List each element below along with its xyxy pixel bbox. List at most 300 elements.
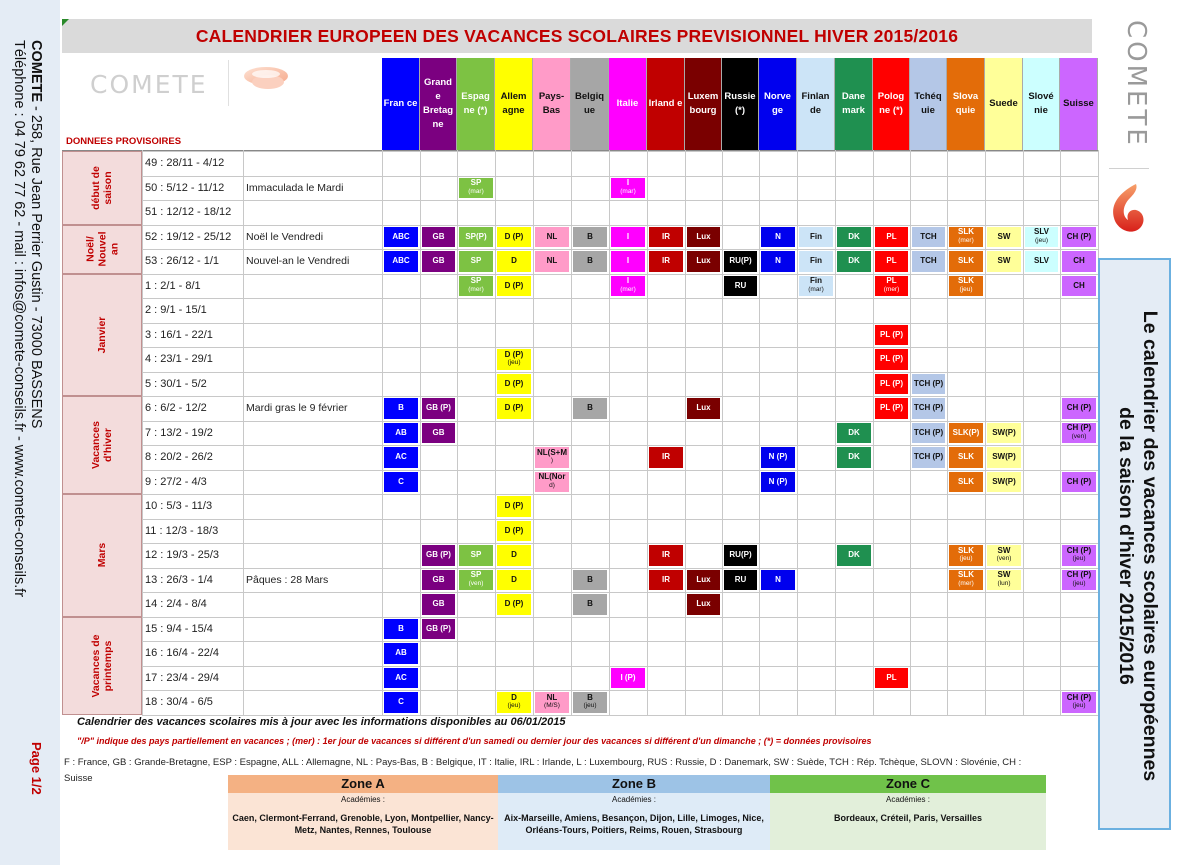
holiday-code	[583, 694, 596, 711]
holiday-code	[958, 257, 974, 266]
period-label: Vacances de printemps	[90, 633, 114, 698]
column-divider	[609, 150, 610, 715]
holiday-code-main: RU	[734, 280, 747, 290]
holiday-code	[395, 649, 407, 658]
header-logo	[90, 58, 300, 108]
update-note: Calendrier des vacances scolaires mis à jour avec les informations disponibles au 06/01/2015	[77, 716, 566, 728]
side-title-line2: de la saison d'hiver 2015/2016	[1115, 407, 1137, 685]
holiday-cell	[611, 251, 645, 272]
holiday-code-main: CH (P)	[1066, 231, 1092, 241]
holiday-code-note: d)	[549, 481, 555, 489]
holiday-code-main: TCH (P)	[913, 403, 944, 412]
page-title: CALENDRIER EUROPEEN DES VACANCES SCOLAIRES PREVISIONNEL HIVER 2015/2016	[195, 26, 959, 46]
holiday-code-main: TCH (P)	[913, 378, 944, 388]
holiday-code	[880, 380, 903, 389]
holiday-code	[696, 257, 710, 266]
holiday-cell	[949, 423, 983, 444]
holiday-cell	[422, 227, 455, 248]
holiday-code-main: D (P)	[504, 231, 524, 241]
legend-note: "/P" indique des pays partiellement en vacances ; (mer) : 1er jour de vacances si différent d'un samedi ou dernier jour des vacances si différent d'un dimanche ; (*) = données provisoires	[77, 736, 872, 746]
holiday-code-main: IR	[662, 550, 670, 559]
holiday-cell	[875, 349, 908, 370]
holiday-cell	[875, 668, 908, 689]
holiday-cell	[459, 227, 493, 248]
holiday-code	[775, 233, 781, 242]
holiday-code	[1034, 257, 1049, 266]
holiday-code-note: (jeu)	[959, 555, 973, 563]
holiday-code-main: SLK	[958, 256, 974, 265]
holiday-cell	[875, 227, 908, 248]
holiday-cell	[1062, 251, 1096, 272]
holiday-code-note: (mar)	[808, 285, 824, 293]
holiday-cell	[837, 423, 871, 444]
holiday-code	[587, 257, 593, 266]
holiday-cell	[912, 447, 945, 468]
holiday-code	[587, 600, 593, 609]
holiday-code	[471, 257, 482, 266]
period-label: Vacances d'hiver	[90, 421, 114, 469]
holiday-cell	[912, 251, 945, 272]
holiday-cell	[837, 227, 871, 248]
holiday-code	[914, 453, 943, 462]
row-divider	[142, 617, 1098, 618]
holiday-code-main: AC	[395, 452, 407, 461]
academies-label: Académies :	[340, 795, 386, 804]
column-divider	[1060, 150, 1061, 715]
holiday-cell	[949, 251, 983, 272]
holiday-cell	[384, 472, 418, 493]
holiday-cell	[535, 447, 569, 468]
holiday-code-main: B	[398, 403, 404, 412]
holiday-cell	[949, 570, 983, 591]
holiday-code-main: TCH	[920, 231, 937, 241]
holiday-cell	[497, 374, 531, 395]
week-label: 15 : 9/4 - 15/4	[145, 622, 213, 635]
holiday-code-main: RU(P)	[729, 256, 752, 265]
holiday-code	[998, 233, 1011, 242]
column-divider	[835, 150, 836, 715]
holiday-cell	[384, 619, 418, 640]
contact-line: Téléphone : 04 79 62 77 62 - mail : infos@comete-conseils.fr - www.comete-conseils.fr	[11, 40, 27, 598]
holiday-code-main: SW	[997, 256, 1011, 265]
holiday-code	[920, 233, 936, 242]
holiday-cell	[535, 227, 569, 248]
holiday-code-main: CH (P)	[1066, 476, 1092, 486]
holiday-cell	[724, 276, 757, 297]
holiday-code	[662, 233, 670, 242]
holiday-code-note: (mer)	[468, 285, 484, 293]
holiday-code-main: SLK	[958, 476, 974, 486]
holiday-code-main: B	[587, 692, 593, 702]
holiday-code-main: SP	[470, 570, 482, 580]
holiday-code-main: SLK	[958, 227, 974, 237]
holiday-code	[587, 233, 593, 242]
holiday-code	[914, 380, 943, 389]
holiday-code-main: GB	[432, 574, 445, 584]
holiday-code-main: Lux	[696, 403, 711, 412]
holiday-cell	[949, 276, 983, 297]
holiday-cell	[761, 447, 795, 468]
holiday-cell	[497, 570, 531, 591]
holiday-code-main: B	[587, 599, 593, 608]
column-divider	[533, 150, 534, 715]
zone-header: Zone A	[228, 775, 498, 793]
holiday-code-note: (mar)	[620, 187, 636, 195]
holiday-code-main: TCH (P)	[913, 427, 944, 437]
holiday-code	[507, 694, 520, 711]
holiday-cell	[949, 447, 983, 468]
holiday-code-main: PL (P)	[880, 329, 903, 339]
holiday-code-main: SLK	[958, 545, 974, 555]
holiday-code	[426, 404, 451, 413]
row-divider	[142, 372, 1098, 373]
holiday-cell	[535, 251, 569, 272]
holiday-cell	[573, 398, 607, 419]
holiday-cell	[459, 545, 493, 566]
holiday-cell	[422, 251, 455, 272]
holiday-code	[392, 257, 409, 266]
holiday-cell	[497, 251, 531, 272]
holiday-code	[433, 576, 445, 585]
holiday-code	[848, 429, 860, 438]
holiday-code	[880, 404, 903, 413]
holiday-cell	[987, 447, 1021, 468]
holiday-code-main: N (P)	[768, 476, 788, 486]
column-divider	[243, 150, 244, 715]
country-header: Slové nie	[1023, 58, 1060, 150]
holiday-code	[775, 257, 781, 266]
week-label: 6 : 6/2 - 12/2	[145, 402, 207, 414]
swirl-logo-icon	[242, 64, 290, 96]
holiday-code-main: Lux	[696, 599, 711, 608]
holiday-code	[392, 233, 409, 242]
holiday-code	[465, 233, 486, 242]
holiday-code-main: DK	[848, 550, 860, 559]
holiday-code-main: PL (P)	[880, 378, 903, 388]
holiday-code-main: Fin	[810, 231, 822, 241]
period-segment	[62, 225, 142, 274]
holiday-cell	[535, 692, 569, 713]
holiday-code-main: DK	[848, 427, 860, 437]
holiday-cell	[384, 423, 418, 444]
row-divider	[142, 494, 1098, 495]
holiday-code-note: (ven)	[468, 579, 484, 587]
period-segment	[62, 396, 142, 494]
holiday-code-main: D	[511, 574, 517, 584]
column-divider	[797, 150, 798, 715]
holiday-code-main: SW(P)	[992, 427, 1016, 437]
holiday-code-main: CH (P)	[1066, 692, 1092, 702]
holiday-code-note: (mer)	[620, 285, 636, 293]
holiday-code	[735, 282, 747, 291]
row-divider	[142, 641, 1098, 642]
holiday-code	[958, 277, 974, 294]
holiday-code	[505, 502, 524, 511]
holiday-code-main: CH	[1073, 280, 1085, 290]
holiday-code-main: N	[775, 231, 781, 241]
flame-logo-icon	[1106, 182, 1150, 237]
holiday-code-main: IR	[662, 452, 670, 461]
holiday-code	[920, 257, 936, 266]
provisional-data-label: DONNEES PROVISOIRES	[66, 136, 182, 147]
holiday-cell	[459, 251, 493, 272]
holiday-cell	[949, 227, 983, 248]
holiday-code	[998, 257, 1011, 266]
week-label: 12 : 19/3 - 25/3	[145, 549, 219, 561]
country-header: Pays- Bas	[533, 58, 571, 150]
holiday-cell	[649, 227, 683, 248]
holiday-cell	[422, 545, 455, 566]
holiday-code	[547, 233, 558, 242]
holiday-code-main: SLK(P)	[952, 427, 980, 437]
holiday-code	[505, 600, 524, 609]
holiday-cell	[649, 545, 683, 566]
week-label: 10 : 5/3 - 11/3	[145, 500, 213, 512]
holiday-code	[1067, 478, 1091, 487]
holiday-code-note: (jeu)	[583, 702, 597, 710]
holiday-code-main: I	[626, 231, 630, 241]
holiday-cell	[912, 374, 945, 395]
holiday-event: Immaculada le Mardi	[246, 181, 344, 194]
holiday-cell	[987, 570, 1021, 591]
column-divider	[142, 150, 143, 715]
row-divider	[142, 323, 1098, 324]
column-divider	[985, 150, 986, 715]
holiday-code	[886, 674, 896, 683]
holiday-code	[886, 233, 896, 242]
holiday-code	[620, 674, 635, 683]
holiday-code	[696, 404, 710, 413]
holiday-code-note: (mar)	[468, 187, 484, 195]
column-divider	[457, 150, 458, 715]
holiday-code-main: AB	[395, 427, 407, 437]
holiday-code	[468, 277, 484, 294]
holiday-code	[433, 429, 445, 438]
holiday-cell	[384, 643, 418, 664]
week-label: 51 : 12/12 - 18/12	[145, 206, 232, 218]
holiday-code	[992, 429, 1016, 438]
column-divider	[759, 150, 760, 715]
column-divider	[947, 150, 948, 715]
holiday-code-note: (mer)	[958, 236, 974, 244]
holiday-code	[505, 527, 524, 536]
holiday-event: Nouvel-an le Vendredi	[246, 255, 350, 267]
holiday-code	[627, 257, 629, 266]
holiday-code-main: PL (P)	[880, 403, 903, 412]
holiday-code	[662, 576, 670, 585]
holiday-code-main: D (P)	[504, 525, 524, 535]
country-header: Finlan de	[797, 58, 835, 150]
zone-academies	[498, 793, 770, 850]
row-divider	[142, 519, 1098, 520]
holiday-code-main: AB	[395, 648, 407, 657]
period-segment	[62, 494, 142, 617]
page-number: Page 1/2	[29, 742, 44, 795]
holiday-code-main: N	[775, 256, 781, 265]
holiday-cell	[875, 374, 908, 395]
holiday-code-main: PL	[886, 672, 897, 682]
academies-list: Caen, Clermont-Ferrand, Grenoble, Lyon, Montpellier, Nancy-Metz, Nantes, Rennes, Toulouse	[232, 813, 494, 835]
column-divider	[1023, 150, 1024, 715]
holiday-code-note: (jeu)	[1034, 236, 1048, 244]
holiday-cell	[987, 423, 1021, 444]
holiday-code-main: D (P)	[504, 599, 524, 608]
holiday-code-main: IR	[662, 574, 670, 584]
week-label: 11 : 12/3 - 18/3	[145, 524, 219, 537]
holiday-cell	[422, 398, 455, 419]
holiday-code	[775, 576, 781, 585]
holiday-cell	[497, 594, 531, 615]
holiday-code-main: D	[511, 550, 517, 559]
holiday-code-main: B	[398, 623, 404, 633]
holiday-code	[958, 547, 974, 564]
week-label: 3 : 16/1 - 22/1	[145, 328, 213, 341]
holiday-code-main: N	[775, 574, 781, 584]
holiday-code	[662, 551, 670, 560]
holiday-code	[398, 478, 404, 487]
column-divider	[685, 150, 686, 715]
holiday-cell	[1025, 251, 1058, 272]
holiday-code-main: SP	[470, 276, 482, 286]
holiday-cell	[687, 594, 720, 615]
holiday-cell	[611, 227, 645, 248]
period-segment	[62, 151, 142, 225]
holiday-code-main: B	[587, 256, 593, 265]
holiday-code-main: AC	[395, 672, 407, 682]
holiday-cell	[987, 545, 1021, 566]
zone-academies	[228, 793, 498, 850]
holiday-cell	[649, 251, 683, 272]
academies-list: Bordeaux, Créteil, Paris, Versailles	[833, 813, 983, 823]
holiday-code	[958, 478, 974, 487]
holiday-code	[1067, 424, 1091, 441]
holiday-code	[426, 625, 451, 634]
holiday-code-main: NL	[546, 231, 558, 241]
holiday-code-main: SLK	[958, 452, 974, 461]
holiday-code-main: I	[626, 178, 630, 188]
holiday-cell	[1062, 423, 1096, 444]
holiday-code	[469, 571, 484, 588]
holiday-cell	[987, 251, 1021, 272]
holiday-code	[433, 233, 445, 242]
holiday-code	[735, 576, 747, 585]
row-divider	[142, 445, 1098, 446]
holiday-code	[729, 257, 751, 266]
holiday-cell	[497, 496, 531, 517]
week-label: 13 : 26/3 - 1/4	[145, 573, 213, 586]
holiday-cell	[611, 178, 645, 199]
holiday-cell	[799, 227, 833, 248]
holiday-code	[537, 449, 567, 466]
holiday-code-note: (lun)	[997, 579, 1011, 587]
holiday-code	[958, 453, 974, 462]
country-header: Slova quie	[947, 58, 985, 150]
holiday-code-main: GB (P)	[426, 623, 451, 633]
holiday-code-main: SW(P)	[992, 452, 1016, 461]
holiday-code	[696, 233, 710, 242]
holiday-cell	[459, 276, 493, 297]
side-title	[1114, 276, 1162, 816]
holiday-cell	[949, 545, 983, 566]
holiday-cell	[1062, 276, 1096, 297]
academies-list: Aix-Marseille, Amiens, Besançon, Dijon, Lille, Limoges, Nice, Orléans-Tours, Poitiers, Reims, Rouen, Strasbourg	[504, 813, 764, 835]
holiday-code	[627, 233, 629, 242]
address-line: - 258, Rue Jean Perrier Gustin - 73000 BASSENS	[28, 102, 44, 429]
holiday-cell	[384, 692, 418, 713]
holiday-cell	[422, 594, 455, 615]
holiday-cell	[611, 276, 645, 297]
row-divider	[142, 151, 1098, 152]
holiday-code	[769, 453, 788, 462]
row-divider	[142, 690, 1098, 691]
holiday-code	[395, 429, 407, 438]
holiday-cell	[912, 227, 945, 248]
country-header: Russie (*)	[722, 58, 759, 150]
holiday-code	[729, 551, 751, 560]
right-wordmark: COMETE	[1121, 20, 1151, 148]
holiday-cell	[573, 594, 607, 615]
holiday-code	[398, 404, 404, 413]
column-divider	[495, 150, 496, 715]
right-logo-separator	[1109, 168, 1149, 169]
holiday-cell	[384, 447, 418, 468]
holiday-cell	[497, 398, 531, 419]
company-address	[10, 40, 44, 840]
holiday-cell	[724, 251, 757, 272]
holiday-code-main: B	[587, 231, 593, 241]
column-divider	[382, 150, 383, 715]
abbreviations-legend: F : France, GB : Grande-Bretagne, ESP : Espagne, ALL : Allemagne, NL : Pays-Bas, B : Belgique, IT : Italie, IRL : Irlande, L : Luxembourg, RUS : Russie, D : Danemark, SW : Suède, TCH : Rép. Tchèque, SLOVN : Slovénie, CH : Suisse	[64, 757, 1022, 784]
holiday-cell	[1062, 227, 1096, 248]
holiday-code-main: D (P)	[504, 280, 524, 290]
row-divider	[142, 274, 1098, 275]
holiday-code	[810, 257, 822, 266]
holiday-code	[433, 257, 445, 266]
side-title-line1: Le calendrier des vacances scolaires européennes	[1139, 310, 1161, 782]
holiday-code-main: SP	[470, 178, 482, 188]
holiday-code	[505, 380, 524, 389]
holiday-event: Noël le Vendredi	[246, 230, 324, 243]
holiday-code-main: CH (P)	[1066, 403, 1092, 412]
week-label: 1 : 2/1 - 8/1	[145, 279, 201, 292]
holiday-cell	[649, 570, 683, 591]
holiday-cell	[912, 423, 945, 444]
row-divider	[142, 298, 1098, 299]
holiday-code	[511, 576, 517, 585]
holiday-code	[1067, 547, 1091, 564]
period-label: Janvier	[96, 316, 108, 354]
row-divider	[142, 666, 1098, 667]
holiday-cell	[1062, 398, 1096, 419]
holiday-code	[468, 179, 484, 196]
holiday-cell	[761, 472, 795, 493]
country-header: Grand e Bretag ne	[420, 58, 457, 150]
holiday-code	[544, 694, 560, 711]
holiday-code	[696, 576, 710, 585]
holiday-code-note: (ven)	[996, 555, 1012, 563]
holiday-event: Mardi gras le 9 février	[246, 402, 348, 414]
holiday-code-note: (jeu)	[1072, 555, 1086, 563]
holiday-cell	[573, 692, 607, 713]
holiday-code	[1067, 404, 1091, 413]
country-header: Fran ce	[382, 58, 420, 150]
holiday-code-main: ABC	[392, 231, 410, 241]
holiday-code	[880, 355, 903, 364]
holiday-code	[848, 257, 860, 266]
holiday-code-main: C	[398, 476, 404, 486]
holiday-code-main: NL	[546, 256, 558, 265]
holiday-code-main: Lux	[696, 574, 711, 584]
